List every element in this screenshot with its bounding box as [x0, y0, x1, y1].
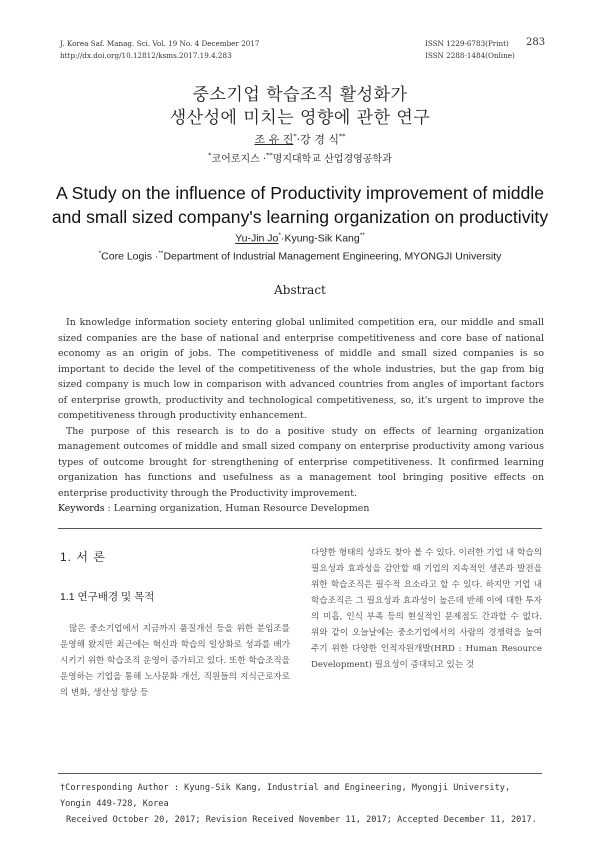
body-column-left	[60, 621, 290, 701]
page-number: 283	[526, 37, 546, 48]
english-authors	[0, 232, 600, 245]
received-dates: Received October 20, 2017; Revision Received November 11, 2017; Accepted December 11, 2017.	[66, 815, 537, 825]
korean-title-line1: 중소기업 학습조직 활성화가	[192, 85, 408, 105]
corresponding-author: †Corresponding Author : Kyung-Sik Kang, Industrial and Engineering, Myongji University, Yongin 449-728, Korea	[60, 783, 511, 809]
body-paragraph: 많은 중소기업에서 지금까지 품질개선 등을 위한 분임조를 운영해 왔지만 최근에는 혁신과 학습의 일상화로 성과를 배가시키기 위한 학습조직 운영이 증가되고 있다. 또한 학습조직을 운영하는 기업을 통해 노사문화 개선, 직원들의 지식근로자로의 변화, 생산성 향상 등	[60, 624, 290, 698]
author-mark: *	[293, 132, 297, 141]
korean-affil-1: 코어로지스 ·	[211, 154, 267, 165]
doi-link[interactable]: http://dx.doi.org/10.12812/ksms.2017.19.4.283	[60, 51, 232, 60]
korean-title-line2: 생산성에 미치는 영향에 관한 연구	[169, 108, 431, 128]
korean-affil-2: 명지대학교 산업경영공학과	[272, 154, 392, 165]
body-paragraph: 다양한 형태의 성과도 찾아 볼 수 있다. 이러한 기업 내 학습의 필요성과 효과성을 감안할 때 기업의 지속적인 생존과 발전을 위한 학습조직은 필수적 요소라고 할 수 있다. 하지만 기업 내 학습조직은 그 필요성과 효과성이 높은데 반해 이에 대한 투자의 미흡, 인식 부족 등의 현실적인 문제점도 간과할 수 없다. 위와 같이 오늘날에는 중소기업에서의 사람의 경쟁력을 높여 주기 위한 다양한 인적자원개발(HRD : Human Resource Development) 필요성이 증대되고 있는 것	[311, 548, 542, 670]
english-affil-2: Department of Industrial Management Engineering, MYONGJI University	[163, 250, 502, 263]
running-header-left	[60, 38, 259, 62]
korean-affiliation	[0, 150, 600, 165]
keywords-line	[58, 501, 544, 517]
author-mark: *	[278, 232, 281, 239]
korean-author-2: 강 경 식	[300, 133, 339, 146]
issn-print: ISSN 1229-6783(Print)	[425, 39, 509, 48]
journal-citation: J. Korea Saf. Manag. Sci. Vol. 19 No. 4 December 2017	[60, 39, 260, 48]
body-column-right	[311, 545, 542, 673]
author-mark: **	[359, 232, 365, 239]
author-separator: ·	[280, 232, 285, 245]
abstract-paragraph: In knowledge information society entering global unlimited competition era, our middle and small sized companies are the base of national and enterprise competitiveness and core base of national economy as an origin of jobs. The competitiveness of middle and small sized companies is so important to decide the level of the competitiveness of the whole industries, but the gap from big sized company is much low in comparison with advanced countries from angles of important factors of enterprise growth, productivity and technological competitiveness, so, it's urgent to improve the competitiveness through productivity enhancement.	[58, 317, 544, 421]
affil-mark: **	[158, 250, 164, 257]
section-title: 1. 서 론	[60, 550, 106, 564]
english-author-1: Yu-Jin Jo	[235, 232, 279, 245]
author-separator: ·	[296, 133, 301, 146]
author-mark: **	[339, 132, 346, 141]
english-affiliation	[0, 250, 600, 263]
issn-online: ISSN 2288-1484(Online)	[425, 51, 515, 60]
keywords-list: Learning organization, Human Resource Developmen	[113, 503, 370, 514]
subsection-title: 1.1 연구배경 및 목적	[60, 591, 155, 603]
korean-author-1: 조 유 진	[254, 133, 294, 146]
korean-authors	[0, 131, 600, 147]
english-author-2: Kyung-Sik Kang	[284, 232, 360, 245]
footnote-divider	[58, 773, 542, 774]
english-title-line2: and small sized company's learning organization on productivity	[51, 207, 549, 227]
english-affil-1: Core Logis ·	[101, 250, 159, 263]
abstract-heading: Abstract	[274, 283, 326, 297]
abstract-divider	[58, 528, 542, 529]
affil-mark: *	[98, 250, 102, 257]
abstract-paragraph: The purpose of this research is to do a positive study on effects of learning organization management outcomes of middle and small sized company on enterprise productivity among various types of outcome brought for strengthening of enterprise competitiveness. It confirmed learning organization has functions and usefulness as a management tool bringing positive effects on enterprise productivity through the Productivity improvement.	[58, 425, 544, 499]
footnote	[60, 780, 544, 828]
keywords-separator: :	[104, 503, 114, 514]
running-header-right	[425, 38, 515, 62]
abstract-body	[58, 315, 544, 517]
affil-mark: *	[208, 151, 212, 160]
english-title-line1: A Study on the influence of Productivity improvement of middle	[56, 183, 544, 203]
affil-mark: **	[266, 151, 273, 160]
keywords-label: Keywords	[58, 503, 105, 514]
